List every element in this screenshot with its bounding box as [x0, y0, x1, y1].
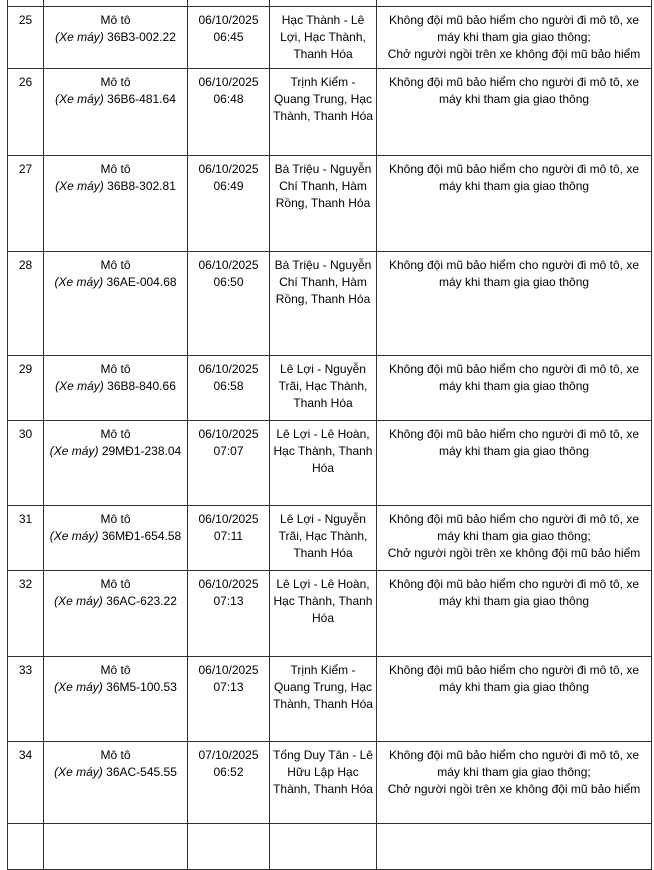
table-row — [8, 571, 652, 657]
location-text: Bà Triệu - Nguyễn Chí Thanh, Hàm Rồng, Thanh Hóa — [274, 162, 372, 210]
cell-location — [270, 506, 377, 571]
cell-row-number — [8, 657, 44, 742]
vehicle-type: Mô tô — [100, 748, 131, 762]
cell-vehicle — [44, 156, 188, 252]
violation-date: 06/10/2025 — [198, 362, 259, 376]
violation-time: 06:45 — [213, 30, 244, 44]
violation-item: Không đội mũ bảo hiểm cho người đi mô tô, xe máy khi tham gia giao thông — [388, 75, 640, 106]
row-number: 33 — [18, 663, 33, 677]
violation-list — [380, 576, 648, 610]
cell-row-number — [8, 156, 44, 252]
cell-violation — [377, 421, 652, 506]
violation-date: 07/10/2025 — [198, 748, 259, 762]
cell-location — [270, 69, 377, 156]
cropped-row-bottom — [8, 824, 652, 870]
cell-row-number — [8, 69, 44, 156]
violation-date: 06/10/2025 — [198, 258, 259, 272]
plate-number: 29MĐ1-238.04 — [101, 444, 182, 458]
violation-item: Không đội mũ bảo hiểm cho người đi mô tô, xe máy khi tham gia giao thông — [388, 258, 640, 289]
violation-time: 06:49 — [213, 179, 244, 193]
empty-cell — [8, 824, 44, 870]
cell-violation — [377, 571, 652, 657]
vehicle-type: Mô tô — [100, 362, 131, 376]
vehicle-kind: (Xe máy) — [55, 30, 104, 44]
cell-datetime — [188, 156, 270, 252]
table-row — [8, 252, 652, 356]
location-text: Trịnh Kiểm - Quang Trung, Hạc Thành, Thanh Hóa — [273, 75, 373, 123]
cell-datetime — [188, 421, 270, 506]
violation-time: 06:58 — [213, 379, 244, 393]
plate-number: 36MĐ1-654.58 — [101, 529, 182, 543]
cell-violation — [377, 657, 652, 742]
cell-row-number — [8, 356, 44, 421]
vehicle-type: Mô tô — [100, 512, 131, 526]
vehicle-kind: (Xe máy) — [49, 529, 99, 543]
cell-datetime — [188, 69, 270, 156]
cell-datetime — [188, 356, 270, 421]
cell-row-number — [8, 252, 44, 356]
violation-date: 06/10/2025 — [198, 512, 259, 526]
cell-violation — [377, 69, 652, 156]
violations-table-body — [8, 0, 652, 870]
cell-vehicle — [44, 69, 188, 156]
plate-number: 36B3-002.22 — [107, 30, 176, 44]
vehicle-plate-line — [47, 443, 184, 460]
violation-item: Không đội mũ bảo hiểm cho người đi mô tô, xe máy khi tham gia giao thông; — [388, 512, 640, 543]
row-number: 34 — [18, 748, 33, 762]
location-text: Trịnh Kiểm - Quang Trung, Hạc Thành, Thanh Hóa — [273, 663, 373, 711]
location-text: Lê Lợi - Nguyễn Trãi, Hạc Thành, Thanh Hóa — [278, 512, 368, 560]
cell-location — [270, 7, 377, 69]
violation-time: 07:13 — [213, 594, 244, 608]
vehicle-kind: (Xe máy) — [54, 680, 103, 694]
violation-list — [380, 662, 648, 696]
row-number: 29 — [18, 362, 33, 376]
vehicle-plate-line — [47, 593, 184, 610]
violation-date: 06/10/2025 — [198, 427, 259, 441]
violation-list — [380, 361, 648, 395]
violation-date: 06/10/2025 — [198, 577, 259, 591]
vehicle-kind: (Xe máy) — [54, 594, 103, 608]
plate-number: 36B8-840.66 — [107, 379, 176, 393]
violation-time: 07:11 — [213, 529, 244, 543]
violation-list — [380, 161, 648, 195]
vehicle-type: Mô tô — [100, 162, 131, 176]
violation-list — [380, 74, 648, 108]
cell-row-number — [8, 571, 44, 657]
location-text: Lê Lợi - Lê Hoàn, Hạc Thành, Thanh Hóa — [273, 577, 373, 625]
vehicle-kind: (Xe máy) — [55, 92, 104, 106]
violation-item: Không đội mũ bảo hiểm cho người đi mô tô, xe máy khi tham gia giao thông — [388, 663, 640, 694]
vehicle-plate-line — [47, 274, 184, 291]
cell-violation — [377, 252, 652, 356]
plate-number: 36AC-545.55 — [106, 765, 177, 779]
violation-time: 07:13 — [213, 680, 244, 694]
table-row — [8, 156, 652, 252]
violation-item: Chở người ngồi trên xe không đội mũ bảo hiểm — [387, 47, 641, 61]
plate-number: 36M5-100.53 — [106, 680, 177, 694]
row-number: 26 — [18, 75, 33, 89]
cell-vehicle — [44, 657, 188, 742]
cell-vehicle — [44, 252, 188, 356]
cell-datetime — [188, 506, 270, 571]
cell-vehicle — [44, 506, 188, 571]
violation-item: Không đội mũ bảo hiểm cho người đi mô tô, xe máy khi tham gia giao thông — [388, 427, 640, 458]
location-text: Lê Lợi - Nguyễn Trãi, Hạc Thành, Thanh Hóa — [278, 362, 368, 410]
violation-item: Chở người ngồi trên xe không đội mũ bảo hiểm — [387, 546, 641, 560]
violation-list — [380, 747, 648, 798]
cell-row-number — [8, 742, 44, 824]
row-number: 32 — [18, 577, 33, 591]
vehicle-kind: (Xe máy) — [49, 444, 99, 458]
vehicle-type: Mô tô — [100, 427, 131, 441]
table-row — [8, 421, 652, 506]
row-number: 27 — [18, 162, 33, 176]
plate-number: 36AE-004.68 — [106, 275, 177, 289]
vehicle-plate-line — [47, 764, 184, 781]
empty-cell — [377, 824, 652, 870]
violation-date: 06/10/2025 — [198, 162, 259, 176]
violation-list — [380, 426, 648, 460]
vehicle-type: Mô tô — [100, 258, 131, 272]
location-text: Tống Duy Tân - Lê Hữu Lập Hạc Thành, Thanh Hóa — [273, 748, 373, 796]
violation-time: 06:50 — [213, 275, 244, 289]
violation-time: 06:48 — [213, 92, 244, 106]
cell-location — [270, 657, 377, 742]
cell-datetime — [188, 742, 270, 824]
violation-list — [380, 12, 648, 63]
vehicle-type: Mô tô — [100, 663, 131, 677]
cell-violation — [377, 742, 652, 824]
cell-violation — [377, 506, 652, 571]
cell-location — [270, 571, 377, 657]
empty-cell — [270, 824, 377, 870]
cell-row-number — [8, 7, 44, 69]
location-text: Hạc Thành - Lê Lợi, Hạc Thành, Thanh Hóa — [280, 13, 366, 61]
vehicle-kind: (Xe máy) — [54, 765, 103, 779]
table-row — [8, 356, 652, 421]
cell-vehicle — [44, 7, 188, 69]
vehicle-plate-line — [47, 378, 184, 395]
violation-item: Chở người ngồi trên xe không đội mũ bảo hiểm — [387, 782, 641, 796]
vehicle-type: Mô tô — [100, 13, 131, 27]
table-row — [8, 69, 652, 156]
vehicle-type: Mô tô — [100, 577, 131, 591]
location-text: Bà Triệu - Nguyễn Chí Thanh, Hàm Rồng, Thanh Hóa — [274, 258, 372, 306]
cell-violation — [377, 356, 652, 421]
cell-datetime — [188, 7, 270, 69]
cell-location — [270, 421, 377, 506]
cell-location — [270, 742, 377, 824]
cell-row-number — [8, 506, 44, 571]
violation-date: 06/10/2025 — [198, 75, 259, 89]
vehicle-plate-line — [47, 528, 184, 545]
violation-item: Không đội mũ bảo hiểm cho người đi mô tô, xe máy khi tham gia giao thông — [388, 362, 640, 393]
violation-time: 07:07 — [213, 444, 244, 458]
table-row — [8, 742, 652, 824]
violation-list — [380, 257, 648, 291]
plate-number: 36B6-481.64 — [107, 92, 176, 106]
empty-cell — [44, 824, 188, 870]
cell-location — [270, 356, 377, 421]
row-number: 31 — [18, 512, 33, 526]
violation-item: Không đội mũ bảo hiểm cho người đi mô tô, xe máy khi tham gia giao thông; — [388, 748, 640, 779]
cell-datetime — [188, 252, 270, 356]
row-number: 30 — [18, 427, 33, 441]
violation-time: 06:52 — [213, 765, 244, 779]
location-text: Lê Lợi - Lê Hoàn, Hạc Thành, Thanh Hóa — [273, 427, 373, 475]
empty-cell — [188, 824, 270, 870]
vehicle-kind: (Xe máy) — [55, 379, 104, 393]
violation-list — [380, 511, 648, 562]
cell-vehicle — [44, 356, 188, 421]
cell-datetime — [188, 571, 270, 657]
cell-datetime — [188, 657, 270, 742]
vehicle-plate-line — [47, 679, 184, 696]
cell-vehicle — [44, 421, 188, 506]
vehicle-kind: (Xe máy) — [55, 179, 104, 193]
violation-item: Không đội mũ bảo hiểm cho người đi mô tô, xe máy khi tham gia giao thông — [388, 162, 640, 193]
vehicle-plate-line — [47, 29, 184, 46]
vehicle-plate-line — [47, 178, 184, 195]
vehicle-kind: (Xe máy) — [54, 275, 104, 289]
cell-violation — [377, 7, 652, 69]
vehicle-type: Mô tô — [100, 75, 131, 89]
violation-item: Không đội mũ bảo hiểm cho người đi mô tô, xe máy khi tham gia giao thông; — [388, 13, 640, 44]
cell-violation — [377, 156, 652, 252]
cell-vehicle — [44, 742, 188, 824]
table-row — [8, 506, 652, 571]
row-number: 28 — [18, 258, 33, 272]
violation-date: 06/10/2025 — [198, 663, 259, 677]
cell-location — [270, 252, 377, 356]
cell-location — [270, 156, 377, 252]
violations-table — [7, 0, 652, 870]
vehicle-plate-line — [47, 91, 184, 108]
cell-row-number — [8, 421, 44, 506]
plate-number: 36B8-302.81 — [107, 179, 176, 193]
row-number: 25 — [18, 13, 33, 27]
table-row — [8, 657, 652, 742]
violation-date: 06/10/2025 — [198, 13, 259, 27]
plate-number: 36AC-623.22 — [106, 594, 177, 608]
table-row — [8, 7, 652, 69]
cell-vehicle — [44, 571, 188, 657]
violation-item: Không đội mũ bảo hiểm cho người đi mô tô, xe máy khi tham gia giao thông — [388, 577, 640, 608]
